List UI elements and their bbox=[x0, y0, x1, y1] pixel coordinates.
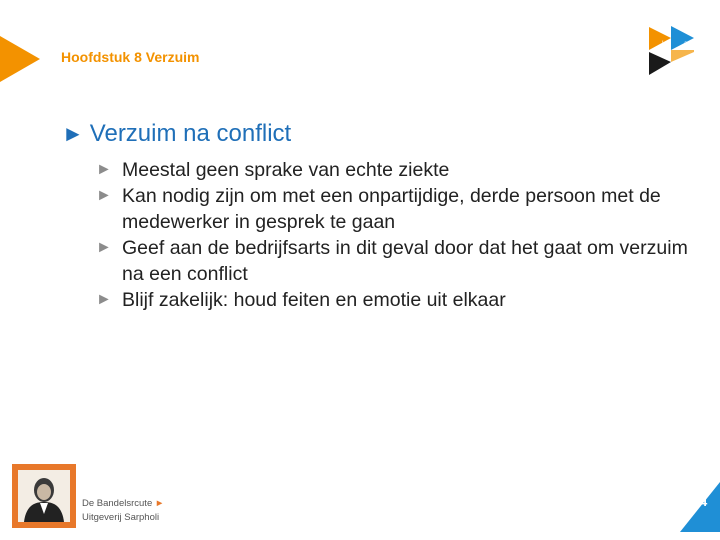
publisher-arrow-icon: ► bbox=[154, 498, 165, 509]
page-number: 4 bbox=[700, 494, 708, 509]
publisher-line-1: De Bandelsrcute bbox=[82, 498, 153, 509]
bullet-text: Blijf zakelijk: houd feiten en emotie uit elkaar bbox=[122, 289, 506, 311]
bullet-arrow-icon: ► bbox=[96, 161, 112, 178]
bullet-text: Meestal geen sprake van echte ziekte bbox=[122, 159, 450, 181]
list-item bbox=[96, 183, 696, 235]
corner-triangle-decoration bbox=[0, 36, 40, 82]
logo-letter-l: L bbox=[662, 41, 666, 47]
bullet-arrow-icon: ► bbox=[96, 187, 112, 204]
slide-title-text: Verzuim na conflict bbox=[89, 120, 292, 147]
publisher-text bbox=[82, 497, 164, 525]
list-item bbox=[96, 235, 696, 287]
portrait-icon bbox=[18, 470, 70, 522]
publisher-logo bbox=[648, 26, 694, 76]
bullet-arrow-icon: ► bbox=[96, 291, 112, 308]
bullet-list bbox=[96, 157, 696, 313]
title-arrow-icon: ► bbox=[62, 121, 84, 146]
logo-letter-a: a bbox=[684, 41, 688, 47]
bullet-text: Geef aan de bedrijfsarts in dit geval door dat het gaat om verzuim na een conflict bbox=[122, 237, 688, 285]
bullet-arrow-icon: ► bbox=[96, 239, 112, 256]
portrait-logo bbox=[12, 464, 76, 528]
slide-title bbox=[62, 120, 291, 148]
list-item bbox=[96, 157, 696, 183]
bullet-text: Kan nodig zijn om met een onpartijdige, derde persoon met de medewerker in gesprek te gaan bbox=[122, 185, 661, 233]
list-item bbox=[96, 287, 696, 313]
publisher-line-2: Uitgeverij Sarpholi bbox=[82, 512, 160, 523]
chapter-title: Hoofdstuk 8 Verzuim bbox=[61, 49, 200, 65]
